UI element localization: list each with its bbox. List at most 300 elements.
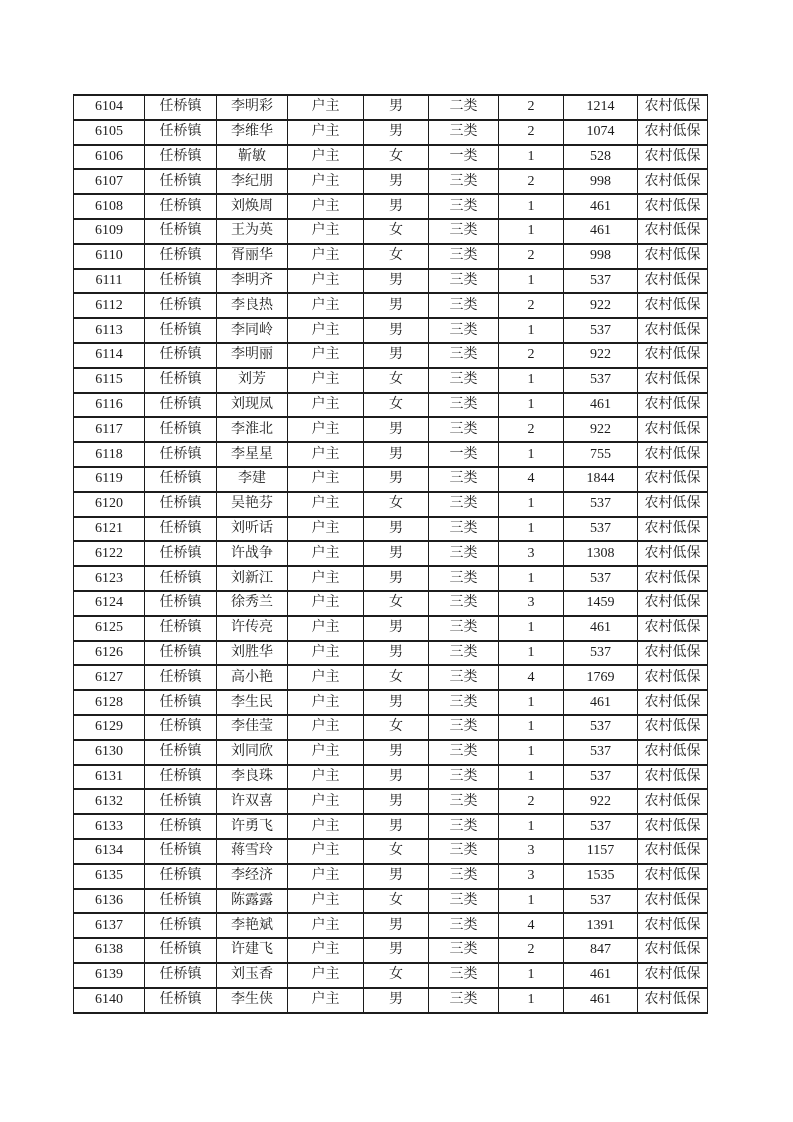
table-row [74,318,708,343]
cell-category: 三类 [429,120,499,145]
cell-amount: 537 [564,641,638,666]
cell-amount: 1459 [564,591,638,616]
cell-count: 1 [499,517,564,542]
cell-amount: 461 [564,963,638,988]
cell-id: 6126 [74,641,145,666]
cell-relation: 户主 [288,889,364,914]
cell-amount: 755 [564,442,638,467]
cell-type: 农村低保 [638,169,708,194]
cell-town: 任桥镇 [145,541,217,566]
cell-name: 许传亮 [217,616,288,641]
cell-amount: 537 [564,715,638,740]
cell-name: 蒋雪玲 [217,839,288,864]
cell-name: 靳敏 [217,145,288,170]
cell-category: 三类 [429,219,499,244]
table-row [74,740,708,765]
cell-type: 农村低保 [638,368,708,393]
cell-relation: 户主 [288,541,364,566]
cell-gender: 男 [364,169,429,194]
cell-count: 1 [499,566,564,591]
cell-count: 2 [499,120,564,145]
cell-category: 三类 [429,293,499,318]
cell-town: 任桥镇 [145,343,217,368]
cell-amount: 1391 [564,913,638,938]
cell-id: 6139 [74,963,145,988]
cell-id: 6125 [74,616,145,641]
cell-type: 农村低保 [638,988,708,1013]
table-row [74,988,708,1013]
cell-amount: 922 [564,343,638,368]
table-row [74,467,708,492]
cell-category: 三类 [429,988,499,1013]
cell-amount: 461 [564,690,638,715]
cell-category: 三类 [429,318,499,343]
cell-category: 三类 [429,566,499,591]
cell-gender: 女 [364,591,429,616]
cell-gender: 女 [364,665,429,690]
table-row [74,591,708,616]
cell-type: 农村低保 [638,789,708,814]
cell-name: 李良热 [217,293,288,318]
cell-town: 任桥镇 [145,318,217,343]
cell-gender: 男 [364,269,429,294]
cell-count: 1 [499,988,564,1013]
cell-count: 2 [499,95,564,120]
cell-id: 6105 [74,120,145,145]
cell-town: 任桥镇 [145,913,217,938]
cell-relation: 户主 [288,194,364,219]
cell-name: 许战争 [217,541,288,566]
cell-category: 三类 [429,343,499,368]
cell-amount: 1535 [564,864,638,889]
cell-name: 刘同欣 [217,740,288,765]
cell-town: 任桥镇 [145,145,217,170]
cell-id: 6113 [74,318,145,343]
cell-count: 1 [499,690,564,715]
cell-relation: 户主 [288,318,364,343]
cell-name: 李维华 [217,120,288,145]
cell-type: 农村低保 [638,293,708,318]
cell-name: 李明彩 [217,95,288,120]
cell-name: 李建 [217,467,288,492]
cell-name: 刘现凤 [217,393,288,418]
cell-amount: 1157 [564,839,638,864]
cell-town: 任桥镇 [145,194,217,219]
cell-count: 1 [499,765,564,790]
cell-category: 三类 [429,467,499,492]
cell-count: 2 [499,343,564,368]
cell-type: 农村低保 [638,343,708,368]
cell-amount: 537 [564,517,638,542]
cell-gender: 女 [364,145,429,170]
table-row [74,517,708,542]
cell-id: 6129 [74,715,145,740]
cell-name: 刘胜华 [217,641,288,666]
cell-amount: 1769 [564,665,638,690]
table-row [74,120,708,145]
cell-id: 6109 [74,219,145,244]
cell-gender: 男 [364,616,429,641]
cell-name: 李生民 [217,690,288,715]
cell-name: 李佳莹 [217,715,288,740]
cell-type: 农村低保 [638,393,708,418]
cell-category: 三类 [429,690,499,715]
cell-name: 李明丽 [217,343,288,368]
cell-type: 农村低保 [638,318,708,343]
cell-name: 李良珠 [217,765,288,790]
cell-type: 农村低保 [638,145,708,170]
cell-town: 任桥镇 [145,963,217,988]
cell-town: 任桥镇 [145,938,217,963]
cell-amount: 461 [564,988,638,1013]
cell-relation: 户主 [288,417,364,442]
cell-town: 任桥镇 [145,169,217,194]
cell-town: 任桥镇 [145,244,217,269]
cell-town: 任桥镇 [145,591,217,616]
cell-type: 农村低保 [638,417,708,442]
cell-name: 高小艳 [217,665,288,690]
cell-relation: 户主 [288,988,364,1013]
cell-gender: 男 [364,913,429,938]
cell-type: 农村低保 [638,492,708,517]
cell-id: 6132 [74,789,145,814]
cell-town: 任桥镇 [145,120,217,145]
cell-gender: 男 [364,641,429,666]
cell-type: 农村低保 [638,938,708,963]
cell-id: 6121 [74,517,145,542]
cell-town: 任桥镇 [145,839,217,864]
table-row [74,864,708,889]
cell-town: 任桥镇 [145,889,217,914]
cell-name: 李星星 [217,442,288,467]
cell-category: 三类 [429,269,499,294]
cell-amount: 537 [564,368,638,393]
cell-count: 1 [499,318,564,343]
cell-category: 三类 [429,417,499,442]
cell-town: 任桥镇 [145,467,217,492]
cell-town: 任桥镇 [145,641,217,666]
cell-name: 刘新江 [217,566,288,591]
cell-type: 农村低保 [638,120,708,145]
cell-town: 任桥镇 [145,864,217,889]
cell-category: 三类 [429,665,499,690]
cell-id: 6119 [74,467,145,492]
cell-id: 6118 [74,442,145,467]
cell-count: 2 [499,417,564,442]
table-body [74,95,708,1013]
cell-category: 三类 [429,889,499,914]
cell-relation: 户主 [288,765,364,790]
table-row [74,814,708,839]
cell-gender: 女 [364,715,429,740]
cell-count: 1 [499,219,564,244]
table-row [74,765,708,790]
table-row [74,244,708,269]
cell-relation: 户主 [288,690,364,715]
cell-id: 6115 [74,368,145,393]
cell-amount: 461 [564,194,638,219]
cell-id: 6133 [74,814,145,839]
cell-id: 6138 [74,938,145,963]
cell-gender: 男 [364,814,429,839]
cell-amount: 1074 [564,120,638,145]
cell-type: 农村低保 [638,442,708,467]
cell-type: 农村低保 [638,517,708,542]
cell-category: 三类 [429,839,499,864]
cell-gender: 男 [364,517,429,542]
cell-count: 3 [499,839,564,864]
cell-gender: 男 [364,789,429,814]
cell-category: 三类 [429,368,499,393]
cell-town: 任桥镇 [145,814,217,839]
cell-category: 三类 [429,616,499,641]
table-row [74,839,708,864]
cell-name: 刘玉香 [217,963,288,988]
cell-count: 1 [499,393,564,418]
cell-gender: 女 [364,244,429,269]
cell-type: 农村低保 [638,690,708,715]
cell-amount: 847 [564,938,638,963]
cell-id: 6140 [74,988,145,1013]
cell-amount: 537 [564,566,638,591]
table-row [74,963,708,988]
cell-name: 许双喜 [217,789,288,814]
cell-count: 1 [499,269,564,294]
cell-count: 4 [499,913,564,938]
cell-town: 任桥镇 [145,789,217,814]
cell-town: 任桥镇 [145,740,217,765]
cell-id: 6134 [74,839,145,864]
cell-count: 1 [499,492,564,517]
cell-category: 三类 [429,765,499,790]
cell-name: 王为英 [217,219,288,244]
cell-town: 任桥镇 [145,517,217,542]
cell-count: 1 [499,368,564,393]
cell-relation: 户主 [288,616,364,641]
cell-type: 农村低保 [638,814,708,839]
cell-amount: 537 [564,765,638,790]
cell-id: 6107 [74,169,145,194]
cell-relation: 户主 [288,839,364,864]
cell-relation: 户主 [288,120,364,145]
cell-relation: 户主 [288,814,364,839]
cell-gender: 男 [364,765,429,790]
cell-category: 三类 [429,938,499,963]
cell-type: 农村低保 [638,641,708,666]
cell-gender: 女 [364,219,429,244]
table-row [74,169,708,194]
cell-relation: 户主 [288,963,364,988]
cell-gender: 女 [364,368,429,393]
cell-relation: 户主 [288,740,364,765]
cell-gender: 男 [364,120,429,145]
table-row [74,219,708,244]
cell-count: 1 [499,889,564,914]
cell-id: 6106 [74,145,145,170]
cell-gender: 男 [364,938,429,963]
cell-amount: 537 [564,318,638,343]
cell-gender: 男 [364,318,429,343]
cell-id: 6127 [74,665,145,690]
table-row [74,889,708,914]
table-row [74,293,708,318]
cell-amount: 537 [564,889,638,914]
cell-id: 6117 [74,417,145,442]
cell-name: 刘听话 [217,517,288,542]
cell-count: 1 [499,194,564,219]
cell-category: 三类 [429,864,499,889]
cell-amount: 922 [564,417,638,442]
cell-town: 任桥镇 [145,665,217,690]
table-row [74,789,708,814]
cell-count: 1 [499,616,564,641]
cell-count: 2 [499,244,564,269]
cell-type: 农村低保 [638,864,708,889]
cell-town: 任桥镇 [145,566,217,591]
cell-gender: 男 [364,740,429,765]
cell-id: 6135 [74,864,145,889]
cell-type: 农村低保 [638,740,708,765]
cell-type: 农村低保 [638,467,708,492]
cell-name: 李纪朋 [217,169,288,194]
cell-id: 6123 [74,566,145,591]
cell-id: 6110 [74,244,145,269]
cell-town: 任桥镇 [145,368,217,393]
cell-name: 李艳斌 [217,913,288,938]
cell-gender: 男 [364,690,429,715]
cell-id: 6108 [74,194,145,219]
table-row [74,145,708,170]
cell-count: 3 [499,591,564,616]
cell-town: 任桥镇 [145,690,217,715]
cell-category: 二类 [429,95,499,120]
table-row [74,938,708,963]
cell-category: 三类 [429,517,499,542]
cell-type: 农村低保 [638,616,708,641]
cell-relation: 户主 [288,715,364,740]
cell-amount: 1214 [564,95,638,120]
cell-name: 李明齐 [217,269,288,294]
cell-town: 任桥镇 [145,988,217,1013]
cell-amount: 1844 [564,467,638,492]
table-row [74,913,708,938]
cell-amount: 922 [564,293,638,318]
cell-type: 农村低保 [638,541,708,566]
cell-count: 1 [499,715,564,740]
table-row [74,690,708,715]
cell-count: 1 [499,442,564,467]
cell-type: 农村低保 [638,194,708,219]
cell-count: 1 [499,740,564,765]
cell-amount: 537 [564,740,638,765]
table-row [74,566,708,591]
cell-relation: 户主 [288,517,364,542]
cell-amount: 537 [564,269,638,294]
cell-count: 1 [499,963,564,988]
cell-count: 2 [499,169,564,194]
cell-name: 刘芳 [217,368,288,393]
cell-type: 农村低保 [638,715,708,740]
cell-town: 任桥镇 [145,442,217,467]
cell-category: 三类 [429,393,499,418]
cell-id: 6131 [74,765,145,790]
table-row [74,393,708,418]
cell-relation: 户主 [288,492,364,517]
cell-relation: 户主 [288,789,364,814]
cell-id: 6120 [74,492,145,517]
cell-relation: 户主 [288,913,364,938]
cell-name: 李生侠 [217,988,288,1013]
cell-category: 三类 [429,814,499,839]
cell-name: 李同岭 [217,318,288,343]
cell-count: 1 [499,814,564,839]
cell-gender: 女 [364,889,429,914]
cell-type: 农村低保 [638,889,708,914]
cell-relation: 户主 [288,591,364,616]
cell-gender: 男 [364,864,429,889]
cell-category: 三类 [429,169,499,194]
cell-category: 三类 [429,789,499,814]
cell-count: 1 [499,145,564,170]
cell-relation: 户主 [288,393,364,418]
table-row [74,417,708,442]
cell-gender: 男 [364,467,429,492]
cell-relation: 户主 [288,343,364,368]
cell-name: 许勇飞 [217,814,288,839]
cell-name: 许建飞 [217,938,288,963]
cell-relation: 户主 [288,467,364,492]
cell-type: 农村低保 [638,963,708,988]
cell-relation: 户主 [288,145,364,170]
cell-type: 农村低保 [638,839,708,864]
cell-type: 农村低保 [638,269,708,294]
cell-id: 6124 [74,591,145,616]
table-row [74,641,708,666]
cell-relation: 户主 [288,269,364,294]
cell-gender: 男 [364,417,429,442]
cell-category: 三类 [429,541,499,566]
cell-town: 任桥镇 [145,393,217,418]
cell-amount: 1308 [564,541,638,566]
cell-name: 徐秀兰 [217,591,288,616]
cell-category: 三类 [429,740,499,765]
cell-category: 三类 [429,244,499,269]
cell-gender: 男 [364,566,429,591]
cell-type: 农村低保 [638,219,708,244]
cell-name: 陈露露 [217,889,288,914]
cell-category: 三类 [429,963,499,988]
cell-id: 6114 [74,343,145,368]
cell-type: 农村低保 [638,566,708,591]
cell-type: 农村低保 [638,591,708,616]
cell-gender: 女 [364,393,429,418]
cell-amount: 461 [564,616,638,641]
cell-gender: 女 [364,492,429,517]
cell-category: 三类 [429,194,499,219]
cell-category: 三类 [429,591,499,616]
table-row [74,95,708,120]
table-row [74,616,708,641]
cell-id: 6128 [74,690,145,715]
table-row [74,269,708,294]
cell-type: 农村低保 [638,95,708,120]
table-row [74,715,708,740]
cell-category: 三类 [429,492,499,517]
cell-category: 一类 [429,145,499,170]
cell-relation: 户主 [288,169,364,194]
cell-name: 李经济 [217,864,288,889]
cell-id: 6111 [74,269,145,294]
